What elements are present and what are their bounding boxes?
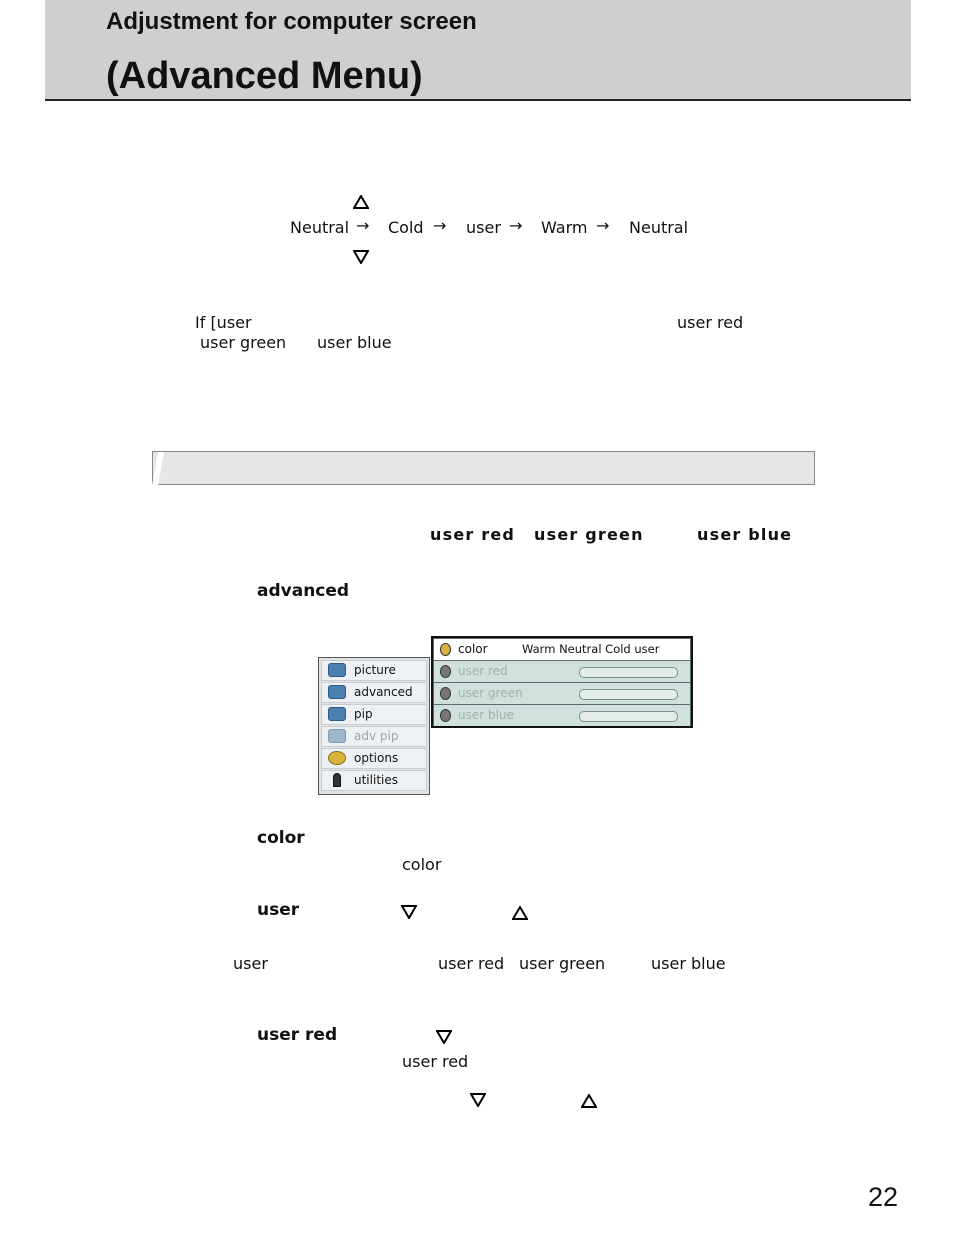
cycle-arrow: → — [509, 216, 523, 235]
osd-color-label: color — [458, 642, 488, 656]
cycle-arrow: → — [596, 216, 610, 235]
osd-menu-label: advanced — [354, 685, 413, 699]
user-blue-icon — [440, 709, 451, 722]
color-text: color — [402, 855, 442, 874]
osd-menu-item-options[interactable] — [321, 748, 427, 769]
osd-menu-item-utilities[interactable] — [321, 770, 427, 791]
user-heading: user — [257, 900, 300, 920]
user-blue-slider — [579, 711, 678, 722]
osd-menu-label: picture — [354, 663, 396, 677]
cycle-item-neutral: Neutral — [629, 218, 689, 237]
para1-user-red: user red — [677, 313, 744, 332]
picture-icon — [328, 663, 346, 677]
advanced-icon — [328, 685, 346, 699]
cycle-item-user: user — [466, 218, 501, 237]
user-blue-bold: user blue — [697, 525, 793, 544]
osd-user-red-label: user red — [458, 664, 508, 678]
pip-icon — [328, 707, 346, 721]
osd-user-blue-label: user blue — [458, 708, 514, 722]
cycle-item-neutral: Neutral — [290, 218, 350, 237]
osd-menu-item-picture[interactable] — [321, 660, 427, 681]
header-title: (Advanced Menu) — [106, 55, 423, 97]
cycle-item-warm: Warm — [541, 218, 588, 237]
page-number: 22 — [868, 1182, 899, 1212]
user-red-heading: user red — [257, 1025, 338, 1045]
user-green-icon — [440, 687, 451, 700]
user-green-bold: user green — [534, 525, 644, 544]
osd-menu-label: adv pip — [354, 729, 399, 743]
user-text: user — [233, 954, 268, 973]
adv-pip-icon — [328, 729, 346, 743]
cycle-item-cold: Cold — [388, 218, 424, 237]
user-red-bold: user red — [430, 525, 516, 544]
osd-menu-item-pip[interactable] — [321, 704, 427, 725]
osd-menu-label: utilities — [354, 773, 398, 787]
utilities-icon — [333, 773, 341, 787]
osd-menu-label: options — [354, 751, 399, 765]
osd-user-blue-row — [434, 705, 690, 726]
user-red-icon — [440, 665, 451, 678]
para1-user-green: user green — [200, 333, 287, 352]
para1-user-blue: user blue — [317, 333, 392, 352]
osd-user-green-label: user green — [458, 686, 523, 700]
osd-menu-item-advanced[interactable] — [321, 682, 427, 703]
osd-color-options: Warm Neutral Cold user — [522, 642, 660, 656]
color-icon — [440, 643, 451, 656]
section-bar — [152, 451, 815, 485]
osd-user-red-row — [434, 661, 690, 682]
user-green-slider — [579, 689, 678, 700]
color-heading: color — [257, 828, 305, 848]
osd-user-green-row — [434, 683, 690, 704]
cycle-arrow: → — [433, 216, 447, 235]
user-blue-text: user blue — [651, 954, 726, 973]
advanced-heading: advanced — [257, 581, 350, 601]
cycle-arrow: → — [356, 216, 370, 235]
user-red-subtext: user red — [402, 1052, 469, 1071]
osd-advanced-submenu — [431, 636, 693, 728]
header-subtitle: Adjustment for computer screen — [106, 8, 477, 35]
options-icon — [328, 751, 346, 765]
osd-menu-label: pip — [354, 707, 373, 721]
user-green-text: user green — [519, 954, 606, 973]
user-red-slider — [579, 667, 678, 678]
osd-main-menu — [318, 657, 430, 795]
user-red-text: user red — [438, 954, 505, 973]
osd-menu-item-adv-pip — [321, 726, 427, 747]
para1-start: If [user — [195, 313, 252, 332]
osd-color-row[interactable] — [434, 639, 690, 660]
